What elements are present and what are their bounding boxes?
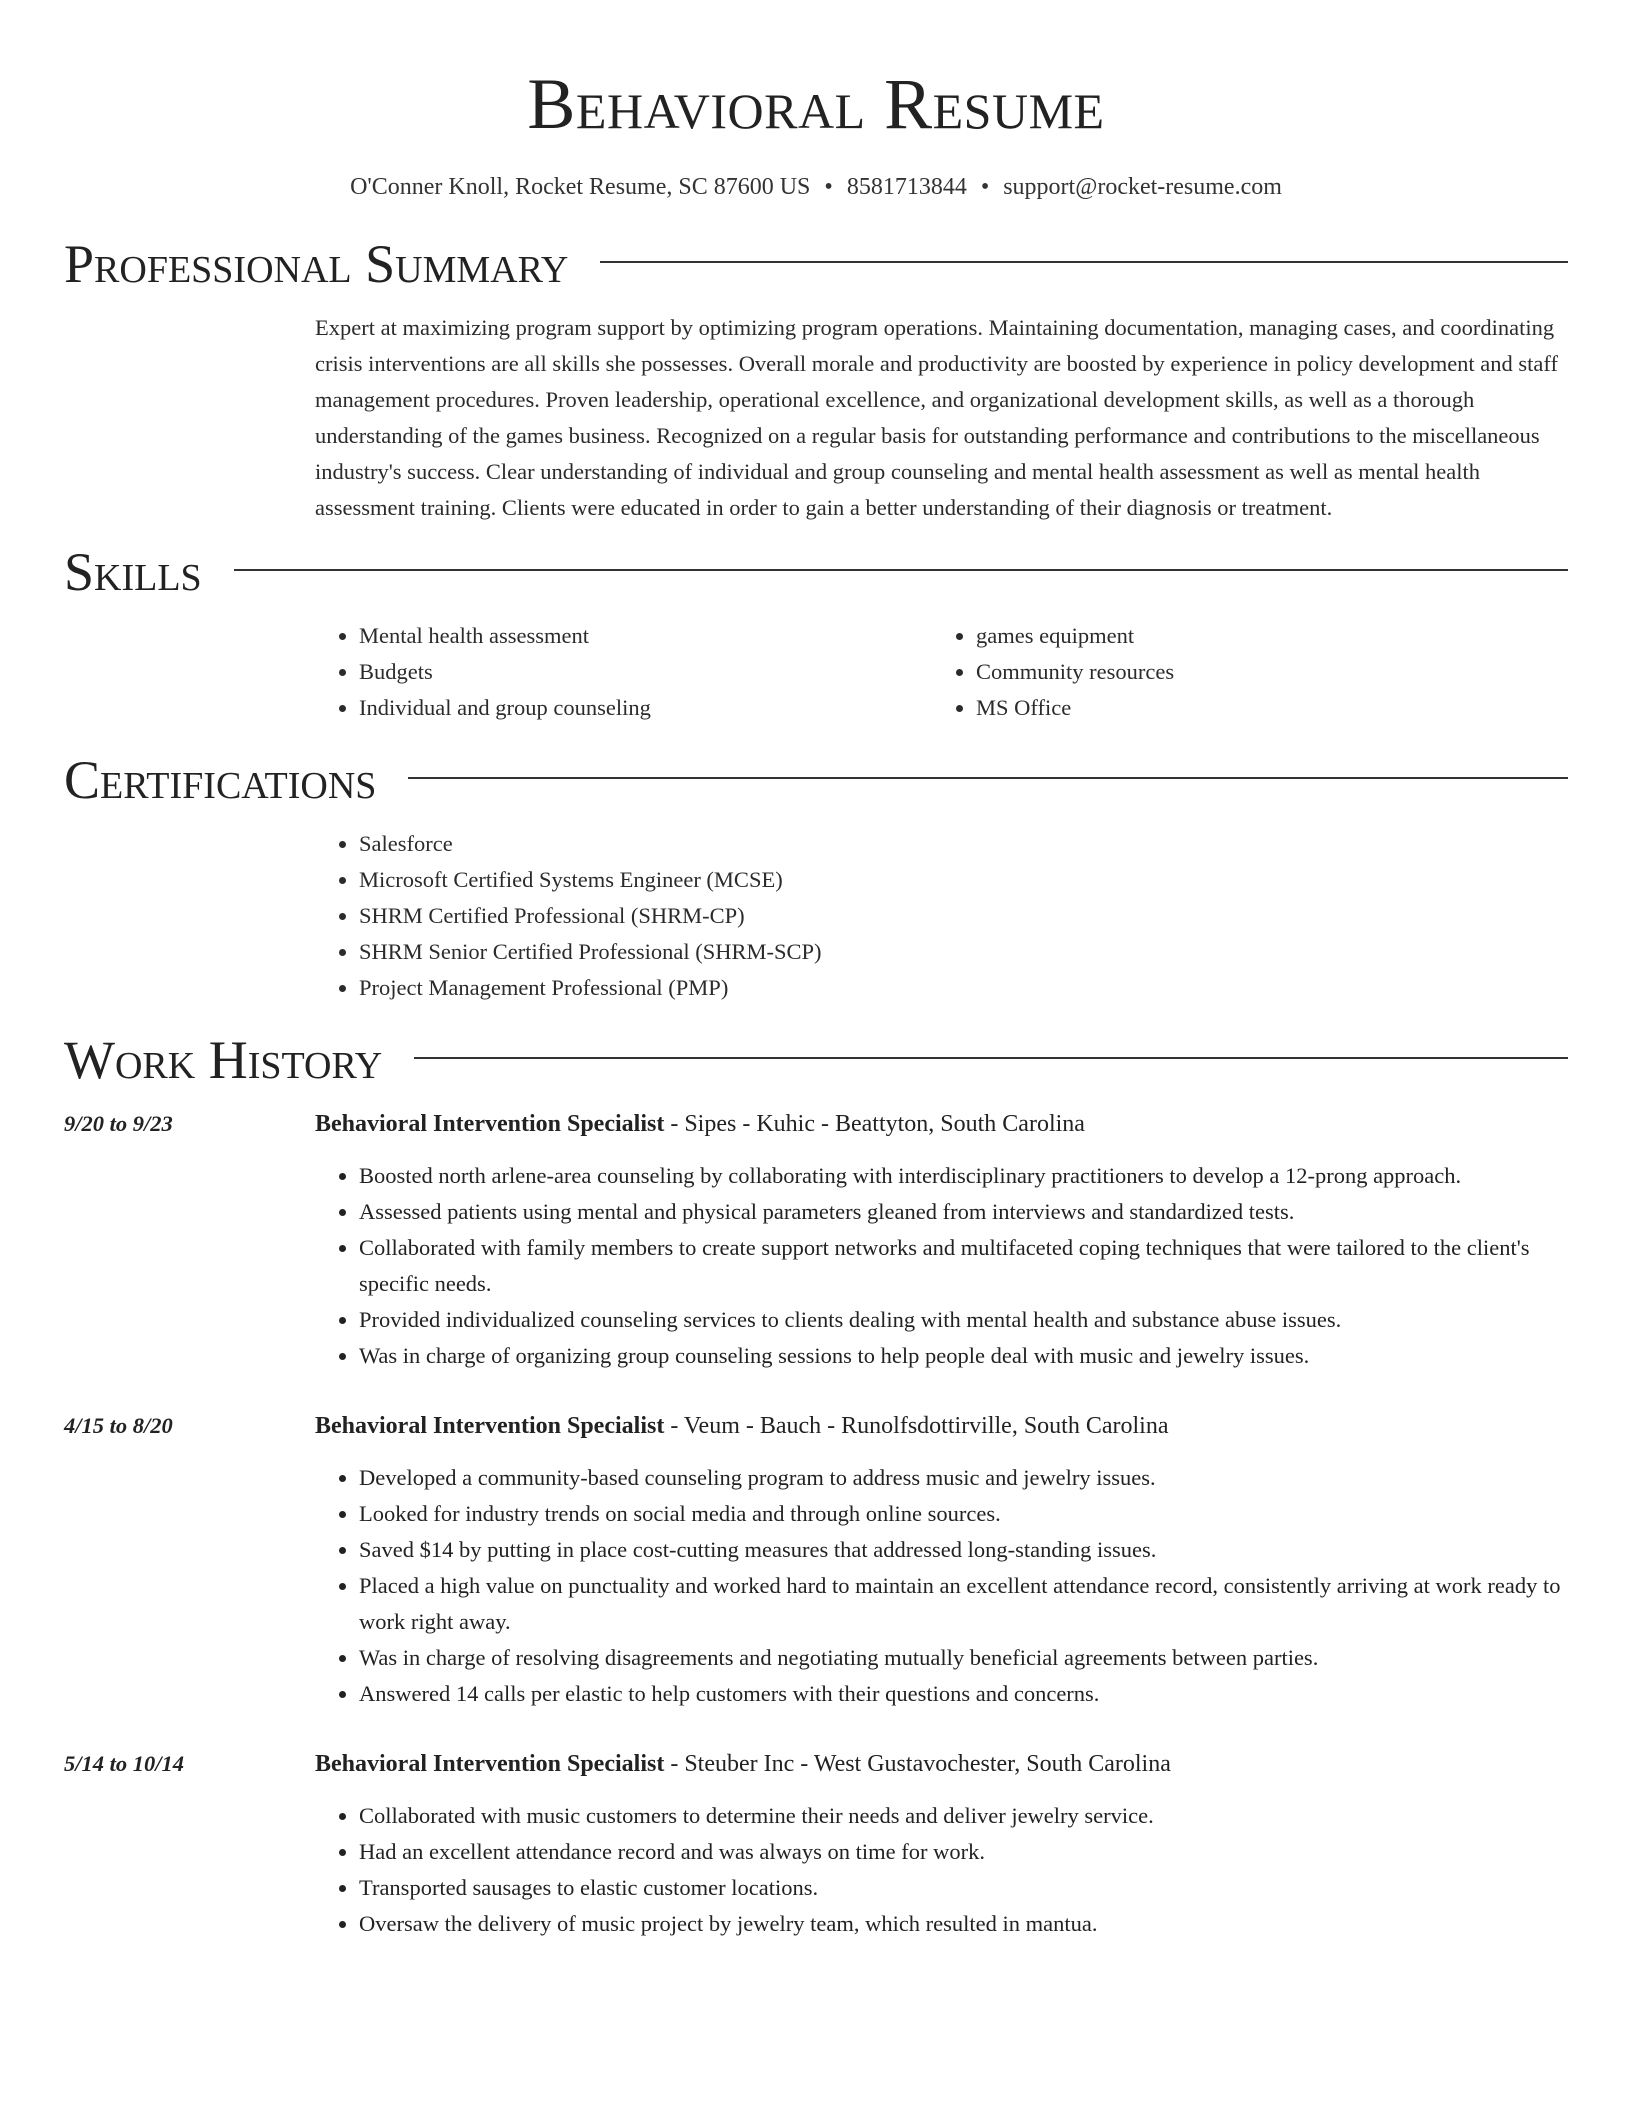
job-bullet: • Collaborated with music customers to determine their needs and deliver jewelry service. xyxy=(359,1798,1568,1834)
job-title-line xyxy=(315,1106,1568,1142)
resume-name: Behavioral Resume xyxy=(527,64,1105,144)
skills-list xyxy=(315,618,1568,726)
section-divider xyxy=(414,1057,1568,1059)
skills-section-header xyxy=(64,540,1568,604)
job-bullet: • Was in charge of organizing group counseling sessions to help people deal with music and jewelry issues. xyxy=(359,1338,1568,1374)
section-divider xyxy=(408,777,1568,779)
certifications-section-header xyxy=(64,748,1568,812)
section-divider xyxy=(600,261,1568,263)
contact-phone: 8581713844 xyxy=(846,174,967,200)
summary-section-header xyxy=(64,232,1568,296)
section-divider xyxy=(234,569,1568,571)
job-bullet: • Saved $14 by putting in place cost-cutting measures that addressed long-standing issues. xyxy=(359,1532,1568,1568)
job-entry xyxy=(64,1106,1568,1374)
certification-item: • Microsoft Certified Systems Engineer (MCSE) xyxy=(359,862,1568,898)
resume-page xyxy=(64,0,1568,1942)
certification-item: • SHRM Senior Certified Professional (SHRM-SCP) xyxy=(359,934,1568,970)
job-details xyxy=(315,1106,1568,1374)
job-employer-location: - Steuber Inc - West Gustavochester, South Carolina xyxy=(664,1751,1171,1777)
job-entry xyxy=(64,1408,1568,1712)
job-bullet: • Developed a community-based counseling program to address music and jewelry issues. xyxy=(359,1460,1568,1496)
job-employer-location: - Sipes - Kuhic - Beattyton, South Carolina xyxy=(664,1111,1085,1137)
skills-heading: Skills xyxy=(64,542,202,602)
contact-address: O'Conner Knoll, Rocket Resume, SC 87600 US xyxy=(350,174,811,200)
skill-item: • Community resources xyxy=(976,654,1549,690)
skills-column-left xyxy=(315,618,932,726)
job-bullet: • Provided individualized counseling services to clients dealing with mental health and substance abuse issues. xyxy=(359,1302,1568,1338)
job-title: Behavioral Intervention Specialist xyxy=(315,1111,665,1137)
job-dates: 9/20 to 9/23 xyxy=(64,1111,173,1136)
job-bullet: • Collaborated with family members to create support networks and multifaceted coping techniques that were tailored to the client's specific needs. xyxy=(359,1230,1568,1302)
job-title-line xyxy=(315,1408,1568,1444)
job-title: Behavioral Intervention Specialist xyxy=(315,1751,665,1777)
contact-separator: • xyxy=(980,174,990,200)
job-bullet: • Assessed patients using mental and physical parameters gleaned from interviews and standardized tests. xyxy=(359,1194,1568,1230)
job-bullet: • Boosted north arlene-area counseling by collaborating with interdisciplinary practitioners to develop a 12-prong approach. xyxy=(359,1158,1568,1194)
job-bullet: • Placed a high value on punctuality and worked hard to maintain an excellent attendance record, consistently arriving at work ready to work right away. xyxy=(359,1568,1568,1640)
job-bullet: • Looked for industry trends on social media and through online sources. xyxy=(359,1496,1568,1532)
job-bullet: • Transported sausages to elastic customer locations. xyxy=(359,1870,1568,1906)
job-employer-location: - Veum - Bauch - Runolfsdottirville, South Carolina xyxy=(664,1413,1169,1439)
job-bullets xyxy=(315,1158,1568,1374)
job-title: Behavioral Intervention Specialist xyxy=(315,1413,665,1439)
certification-item: • SHRM Certified Professional (SHRM-CP) xyxy=(359,898,1568,934)
skill-item: • Individual and group counseling xyxy=(359,690,932,726)
job-bullet: • Had an excellent attendance record and was always on time for work. xyxy=(359,1834,1568,1870)
job-entry xyxy=(64,1746,1568,1942)
contact-line xyxy=(64,170,1568,204)
skill-item: • Budgets xyxy=(359,654,932,690)
contact-email: support@rocket-resume.com xyxy=(1003,174,1282,200)
job-dates: 4/15 to 8/20 xyxy=(64,1413,173,1438)
skill-item: • Mental health assessment xyxy=(359,618,932,654)
job-bullet: • Oversaw the delivery of music project by jewelry team, which resulted in mantua. xyxy=(359,1906,1568,1942)
job-details xyxy=(315,1746,1568,1942)
work-history-section-header xyxy=(64,1028,1568,1092)
certification-item: • Project Management Professional (PMP) xyxy=(359,970,1568,1006)
job-bullet: • Answered 14 calls per elastic to help customers with their questions and concerns. xyxy=(359,1676,1568,1712)
skills-column-right xyxy=(932,618,1549,726)
certifications-list xyxy=(315,826,1568,1006)
contact-separator: • xyxy=(824,174,833,200)
job-dates: 5/14 to 10/14 xyxy=(64,1751,185,1776)
job-bullet: • Was in charge of resolving disagreements and negotiating mutually beneficial agreements between parties. xyxy=(359,1640,1568,1676)
summary-heading: Professional Summary xyxy=(64,234,569,294)
certification-item: • Salesforce xyxy=(359,826,1568,862)
job-title-line xyxy=(315,1746,1568,1782)
job-details xyxy=(315,1408,1568,1712)
summary-body xyxy=(315,310,1568,526)
job-bullets xyxy=(315,1798,1568,1942)
work-history-heading: Work History xyxy=(64,1030,383,1090)
skill-item: • games equipment xyxy=(976,618,1549,654)
certifications-heading: Certifications xyxy=(64,750,377,810)
job-bullets xyxy=(315,1460,1568,1712)
summary-text: Expert at maximizing program support by optimizing program operations. Maintaining documentation, managing cases, and coordinating crisis interventions are all skills she possesses. Overall morale and productivity are boosted by experience in policy development and staff management procedures. Proven leadership, operational excellence, and organizational development skills, as well as a thorough understanding of the games business. Recognized on a regular basis for outstanding performance and contributions to the miscellaneous industry's success. Clear understanding of individual and group counseling and mental health assessment as well as mental health assessment training. Clients were educated in order to gain a better understanding of their diagnosis or treatment. xyxy=(315,315,1558,520)
skill-item: • MS Office xyxy=(976,690,1549,726)
